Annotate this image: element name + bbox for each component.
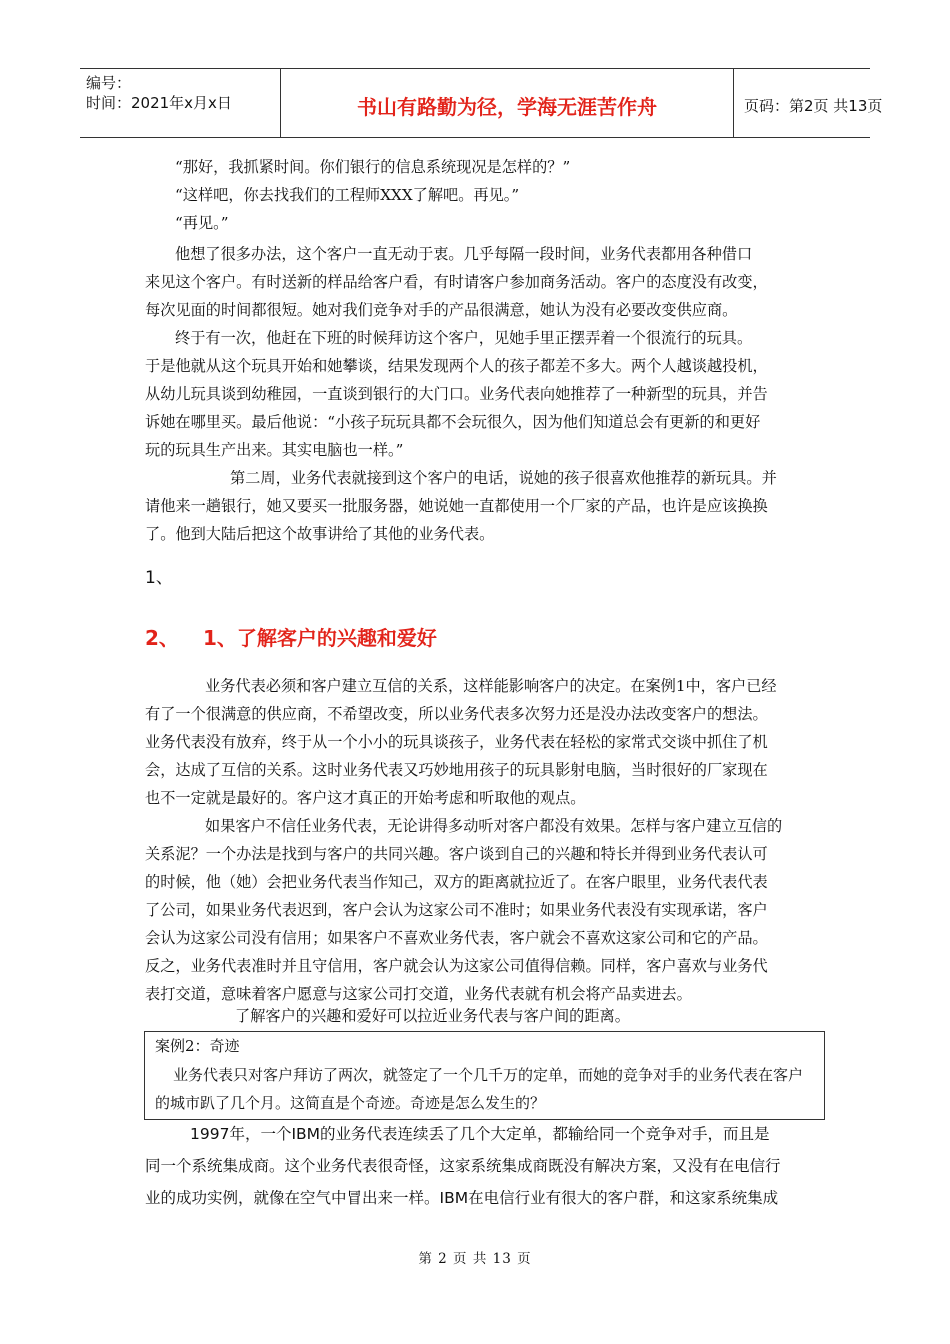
paragraph-line: “那好，我抓紧时间。你们银行的信息系统现况是怎样的？” bbox=[175, 158, 571, 176]
code-label: 编号： bbox=[86, 74, 132, 92]
paragraph-line: “这样吧，你去找我们的工程师XXX了解吧。再见。” bbox=[175, 186, 520, 204]
paragraph-line: 于是他就从这个玩具开始和她攀谈，结果发现两个人的孩子都差不多大。两个人越谈越投机， bbox=[145, 357, 768, 375]
paragraph-line: 玩的玩具生产出来。其实电脑也一样。” bbox=[145, 441, 404, 459]
case-box bbox=[144, 1031, 825, 1120]
paragraph-line: 关系泥？一个办法是找到与客户的共同兴趣。客户谈到自己的兴趣和特长并得到业务代表认可 bbox=[145, 845, 768, 863]
page-header bbox=[80, 68, 883, 138]
case-title: 案例2：奇迹 bbox=[155, 1037, 240, 1055]
page-footer: 第 2 页 共 13 页 bbox=[418, 1251, 532, 1267]
paragraph-line: 了。他到大陆后把这个故事讲给了其他的业务代表。 bbox=[145, 525, 495, 543]
paragraph-line: 反之，业务代表准时并且守信用，客户就会认为这家公司值得信赖。同样，客户喜欢与业务代 bbox=[145, 957, 768, 975]
paragraph-line: 业的成功实例，就像在空气中冒出来一样。IBM在电信行业有很大的客户群，和这家系统集成 bbox=[145, 1189, 779, 1207]
paragraph-line: 有了一个很满意的供应商，不希望改变，所以业务代表多次努力还是没办法改变客户的想法。 bbox=[145, 705, 768, 723]
paragraph-line: 终于有一次，他赶在下班的时候拜访这个客户，见她手里正摆弄着一个很流行的玩具。 bbox=[175, 329, 753, 347]
paragraph-line: 同一个系统集成商。这个业务代表很奇怪，这家系统集成商既没有解决方案，又没有在电信行 bbox=[145, 1157, 781, 1175]
paragraph-line: 从幼儿玩具谈到幼稚园，一直谈到银行的大门口。业务代表向她推荐了一种新型的玩具，并告 bbox=[145, 385, 768, 403]
header-motto-cell bbox=[280, 69, 734, 137]
paragraph-line: 他想了很多办法，这个客户一直无动于衷。几乎每隔一段时间，业务代表都用各种借口 bbox=[175, 245, 753, 263]
paragraph-line: 如果客户不信任业务代表，无论讲得多动听对客户都没有效果。怎样与客户建立互信的 bbox=[205, 817, 783, 835]
list-number: 1、 bbox=[145, 568, 173, 588]
time-label: 时间：2021年x月x日 bbox=[86, 94, 232, 112]
header-meta bbox=[80, 69, 280, 137]
motto: 书山有路勤为径，学海无涯苦作舟 bbox=[357, 95, 657, 119]
paragraph-line: 也不一定就是最好的。客户这才真正的开始考虑和听取他的观点。 bbox=[145, 789, 586, 807]
paragraph-line: 会认为这家公司没有信用；如果客户不喜欢业务代表，客户就会不喜欢这家公司和它的产品。 bbox=[145, 929, 768, 947]
paragraph-line: 1997年，一个IBM的业务代表连续丢了几个大定单，都输给同一个竞争对手，而且是 bbox=[190, 1125, 770, 1143]
paragraph-line: 了解客户的兴趣和爱好可以拉近业务代表与客户间的距离。 bbox=[235, 1007, 630, 1025]
paragraph-line: 业务代表没有放弃，终于从一个小小的玩具谈孩子，业务代表在轻松的家常式交谈中抓住了机 bbox=[145, 733, 768, 751]
paragraph-line: 会，达成了互信的关系。这时业务代表又巧妙地用孩子的玩具影射电脑，当时很好的厂家现在 bbox=[145, 761, 768, 779]
paragraph-line: 业务代表必须和客户建立互信的关系，这样能影响客户的决定。在案例1中，客户已经 bbox=[205, 677, 777, 695]
paragraph-line: 第二周，业务代表就接到这个客户的电话，说她的孩子很喜欢他推荐的新玩具。并 bbox=[230, 469, 777, 487]
paragraph-line: 诉她在哪里买。最后他说：“小孩子玩玩具都不会玩很久，因为他们知道总会有更新的和更好 bbox=[145, 413, 761, 431]
section-number: 2、 bbox=[145, 626, 179, 650]
paragraph-line: 表打交道，意味着客户愿意与这家公司打交道，业务代表就有机会将产品卖进去。 bbox=[145, 985, 692, 1003]
paragraph-line: “再见。” bbox=[175, 214, 229, 232]
paragraph-line: 了公司，如果业务代表迟到，客户会认为这家公司不准时；如果业务代表没有实现承诺，客户 bbox=[145, 901, 768, 919]
paragraph-line: 每次见面的时间都很短。她对我们竞争对手的产品很满意，她认为没有必要改变供应商。 bbox=[145, 301, 738, 319]
section-heading: 1、了解客户的兴趣和爱好 bbox=[203, 626, 437, 650]
paragraph-line: 来见这个客户。有时送新的样品给客户看，有时请客户参加商务活动。客户的态度没有改变， bbox=[145, 273, 768, 291]
section-title bbox=[145, 622, 437, 651]
case-body: 业务代表只对客户拜访了两次，就签定了一个几千万的定单，而她的竞争对手的业务代表在客户的城市趴了几个月。这简直是个奇迹。奇迹是怎么发生的？ bbox=[155, 1066, 804, 1112]
paragraph-line: 的时候，他（她）会把业务代表当作知己，双方的距离就拉近了。在客户眼里，业务代表代表 bbox=[145, 873, 768, 891]
page-number-label: 页码：第2页 共13页 bbox=[744, 97, 883, 115]
paragraph-line: 请他来一趟银行，她又要买一批服务器，她说她一直都使用一个厂家的产品，也许是应该换换 bbox=[145, 497, 768, 515]
header-page-cell bbox=[734, 69, 883, 137]
